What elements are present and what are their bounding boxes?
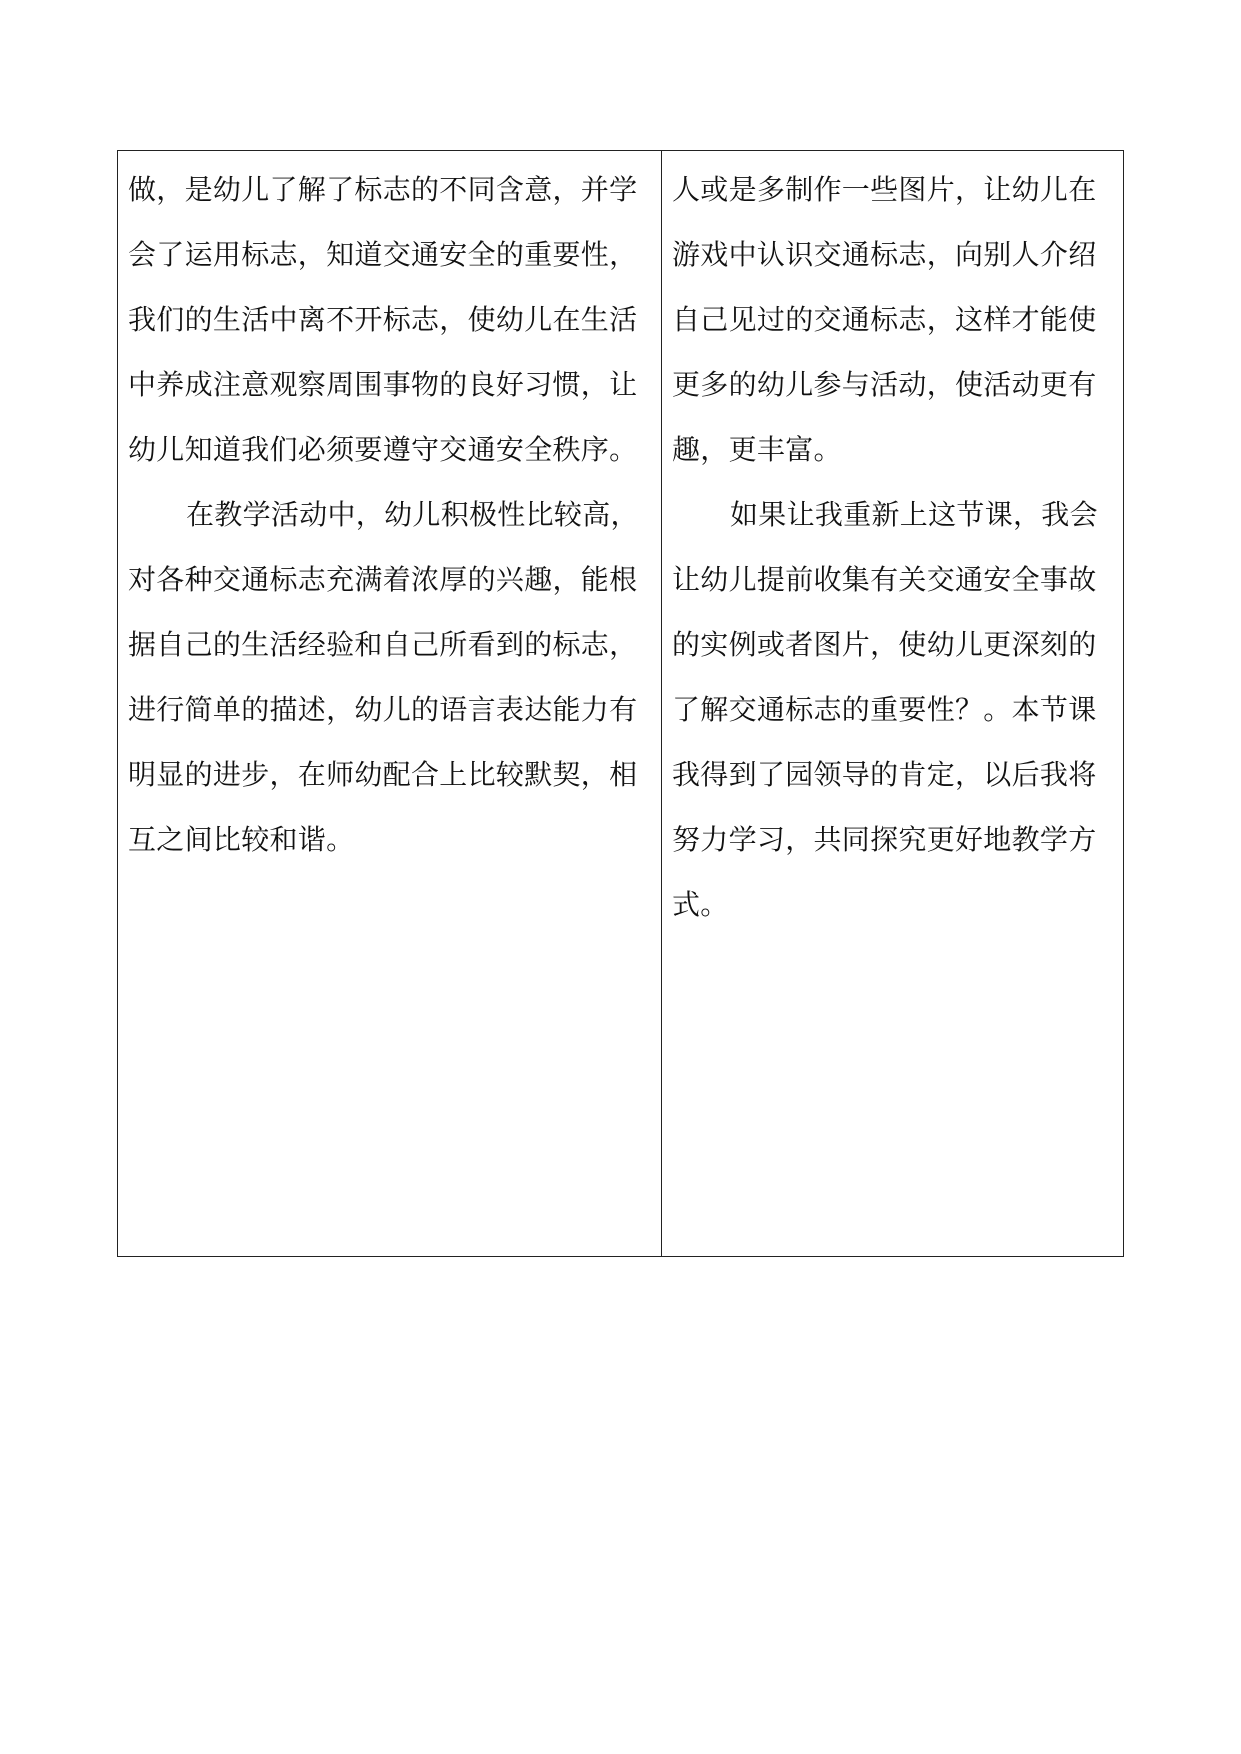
text-line: 在教学活动中，幼儿积极性比较高，	[186, 498, 639, 531]
text-line: 幼儿知道我们必须要遵守交通安全秩序。	[128, 433, 638, 466]
text-line: 对各种交通标志充满着浓厚的兴趣，能根	[128, 563, 638, 596]
left-paragraph-2	[128, 482, 661, 872]
text-line: 努力学习，共同探究更好地教学方	[672, 823, 1097, 856]
document-table	[117, 150, 1124, 1257]
text-line: 游戏中认识交通标志，向别人介绍	[672, 238, 1097, 271]
text-line: 我得到了园领导的肯定，以后我将	[672, 758, 1097, 791]
text-line: 据自己的生活经验和自己所看到的标志，	[128, 628, 638, 661]
text-line: 进行简单的描述，幼儿的语言表达能力有	[128, 693, 638, 726]
text-line: 自己见过的交通标志，这样才能使	[672, 303, 1097, 336]
text-line: 让幼儿提前收集有关交通安全事故	[672, 563, 1097, 596]
text-line: 会了运用标志，知道交通安全的重要性，	[128, 238, 638, 271]
text-line: 明显的进步，在师幼配合上比较默契，相	[128, 758, 638, 791]
right-column-cell	[662, 151, 1123, 1256]
text-line: 更多的幼儿参与活动，使活动更有	[672, 368, 1097, 401]
text-line: 趣，更丰富。	[672, 433, 842, 466]
right-paragraph-1	[672, 157, 1123, 482]
left-column-cell	[118, 151, 662, 1256]
text-line: 我们的生活中离不开标志，使幼儿在生活	[128, 303, 638, 336]
text-line: 做，是幼儿了解了标志的不同含意，并学	[128, 173, 638, 206]
text-line: 互之间比较和谐。	[128, 823, 355, 856]
text-line: 人或是多制作一些图片，让幼儿在	[672, 173, 1097, 206]
left-paragraph-1	[128, 157, 661, 482]
text-line: 式。	[672, 888, 729, 921]
text-line: 中养成注意观察周围事物的良好习惯，让	[128, 368, 638, 401]
text-line: 的实例或者图片，使幼儿更深刻的	[672, 628, 1097, 661]
right-paragraph-2	[672, 482, 1123, 937]
text-line: 如果让我重新上这节课，我会	[730, 498, 1098, 531]
text-line: 了解交通标志的重要性？。本节课	[672, 693, 1097, 726]
